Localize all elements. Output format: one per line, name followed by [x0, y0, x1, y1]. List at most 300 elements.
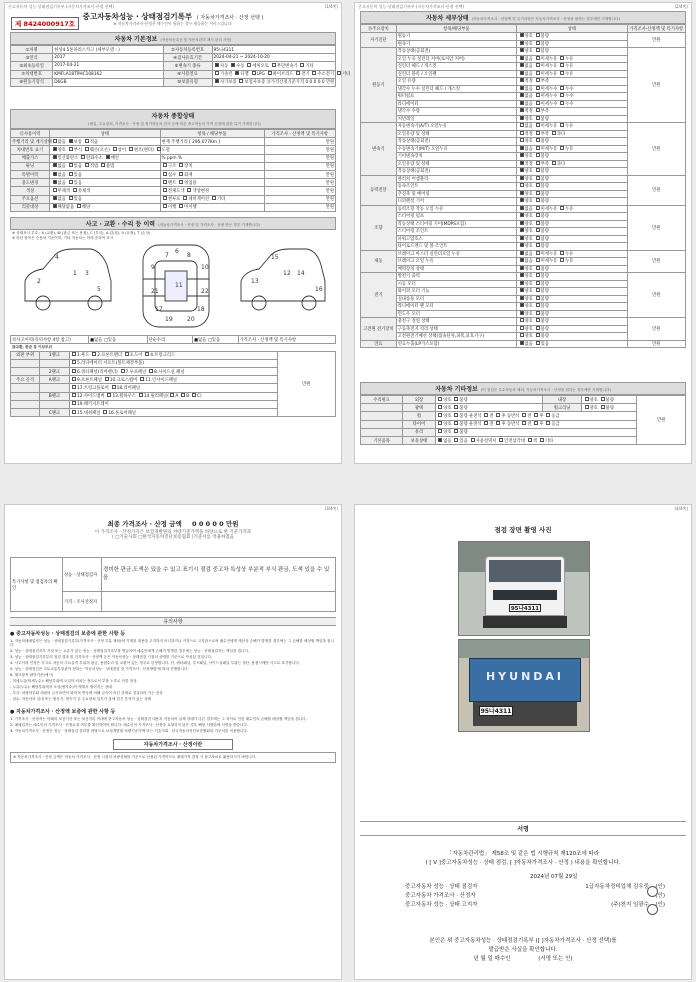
document-title-option: ( 자동차가격조사 · 산정 선택 ) [196, 15, 264, 21]
checkbox[interactable] [601, 405, 605, 409]
total-state-status: 없음 있음 [50, 195, 161, 203]
basic-info-row [11, 78, 336, 86]
checkbox-checked[interactable] [520, 198, 524, 202]
checkbox-checked[interactable] [106, 155, 110, 159]
checkbox[interactable] [72, 377, 76, 381]
checkbox-checked[interactable] [520, 288, 524, 292]
checkbox[interactable] [534, 421, 538, 425]
checkbox[interactable] [139, 393, 143, 397]
checkbox[interactable] [181, 393, 185, 397]
checkbox[interactable] [454, 421, 458, 425]
checkbox[interactable] [536, 41, 540, 45]
checkbox[interactable] [72, 385, 76, 389]
checkbox[interactable] [72, 410, 76, 414]
detail-state-table [360, 24, 686, 348]
total-state-detail [160, 146, 264, 154]
checkbox[interactable] [496, 413, 500, 417]
checkbox[interactable] [536, 266, 540, 270]
basic-info-value: 2024-04-21 ~ 2024-10-20 [212, 54, 336, 62]
basic-info-value: 자동 수동 세미오토 무단변속기 기타 [212, 62, 336, 70]
checkbox[interactable] [560, 101, 564, 105]
checkbox[interactable] [179, 180, 183, 184]
checkbox[interactable] [534, 413, 538, 417]
total-state-detail: 이행 미이행 [160, 203, 264, 211]
checkbox-checked[interactable] [520, 176, 524, 180]
checkbox[interactable] [560, 86, 564, 90]
checkbox[interactable] [438, 421, 442, 425]
checkbox[interactable] [312, 71, 316, 75]
other-info-group [361, 404, 403, 412]
checkbox[interactable] [536, 161, 540, 165]
outer-panel-parts: 1.후드 2.프론트펜더 3.도어 4.트렁크리드 [69, 351, 277, 359]
checkbox[interactable] [520, 318, 524, 322]
basic-info-label: ⑦차대번호 [11, 70, 53, 78]
checkbox[interactable] [215, 71, 219, 75]
outer-panel-parts: 19.패키지트레이 [69, 400, 277, 408]
checkbox[interactable] [585, 397, 589, 401]
total-state-row [11, 179, 336, 187]
checkbox[interactable] [484, 413, 488, 417]
checkbox[interactable] [300, 63, 304, 67]
checkbox[interactable] [522, 421, 526, 425]
checkbox[interactable] [536, 318, 540, 322]
caution-item: 6. 체크항목 판단기준(예시) [10, 673, 54, 678]
receipt-sign: (서명 또는 인) [538, 955, 573, 962]
checkbox[interactable] [163, 180, 167, 184]
checkbox[interactable] [496, 421, 500, 425]
checkbox[interactable] [107, 393, 111, 397]
diagram-part-label: 4 [55, 254, 59, 261]
checkbox[interactable] [252, 71, 256, 75]
special-notes-text: 경미한 판금,도색은 있을 수 있고 표기시 점검 중고차 특성상 부분적 부식 판금, 도색 있을 수 있음 [102, 558, 336, 592]
checkbox-checked[interactable] [520, 86, 524, 90]
other-info-status: 양호 불량 [582, 396, 637, 404]
checkbox[interactable] [601, 397, 605, 401]
checkbox[interactable] [212, 196, 216, 200]
checkbox[interactable] [163, 204, 167, 208]
checkbox-checked[interactable] [520, 78, 524, 82]
checkbox-checked[interactable] [520, 213, 524, 217]
checkbox[interactable] [536, 281, 540, 285]
checkbox[interactable] [536, 101, 540, 105]
checkbox[interactable] [536, 138, 540, 142]
outer-panel-group [11, 408, 40, 416]
detail-item: 작동상태(공회전) [396, 168, 516, 176]
checkbox[interactable] [72, 401, 76, 405]
checkbox[interactable] [536, 311, 540, 315]
checkbox[interactable] [192, 393, 196, 397]
checkbox-checked[interactable] [520, 48, 524, 52]
detail-status: 양호 불량 [517, 115, 628, 123]
checkbox[interactable] [520, 123, 524, 127]
checkbox-checked[interactable] [231, 63, 235, 67]
checkbox[interactable] [560, 56, 564, 60]
checkbox-checked[interactable] [53, 180, 57, 184]
checkbox-checked[interactable] [53, 196, 57, 200]
checkbox[interactable] [272, 63, 276, 67]
detail-status: 없음 미세누유 누유 [517, 123, 628, 131]
detail-price: 만원 [627, 205, 686, 250]
checkbox[interactable] [536, 63, 540, 67]
outer-panel-parts: 6.쿼터패널(리어펜더) 7.루프패널 8.사이드실 패널 [69, 368, 277, 376]
checkbox-checked[interactable] [520, 296, 524, 300]
checkbox[interactable] [536, 168, 540, 172]
checkbox-checked[interactable] [53, 204, 57, 208]
checkbox[interactable] [540, 438, 544, 442]
caution-item: 5. 성능 · 상태점검은 국토교통부장관이 정하는 '자동차성능 · 상태점검 및 가격조사 · 산정방법'에 따라 진행합니다. [10, 667, 189, 672]
checkbox[interactable] [179, 163, 183, 167]
detail-row [361, 340, 686, 348]
detail-item: 충전구 절연 상태 [396, 318, 516, 326]
checkbox[interactable] [520, 183, 524, 187]
checkbox[interactable] [484, 421, 488, 425]
detail-price: 만원 [627, 33, 686, 48]
checkbox[interactable] [536, 146, 540, 150]
checkbox-checked[interactable] [520, 101, 524, 105]
checkbox[interactable] [85, 139, 89, 143]
total-state-price: 만원 [264, 146, 336, 154]
detail-status: 적정 부족 [517, 108, 628, 116]
checkbox[interactable] [69, 147, 73, 151]
total-state-header: 가격조사 · 산정액 및 특기사항 [264, 130, 336, 138]
signer-name [515, 892, 649, 901]
checkbox[interactable] [92, 352, 96, 356]
checkbox[interactable] [536, 213, 540, 217]
checkbox[interactable] [536, 258, 540, 262]
diagram-part-label: 14 [297, 270, 305, 277]
checkbox[interactable] [129, 147, 133, 151]
checkbox[interactable] [585, 405, 589, 409]
checkbox[interactable] [140, 377, 144, 381]
detail-item: 커먼레일 [396, 115, 516, 123]
outer-panel-rank: 2랭크 [40, 368, 69, 376]
checkbox-checked[interactable] [69, 139, 73, 143]
total-state-header: ⑫사용이력 [11, 130, 50, 138]
detail-item: 등속조인트 [396, 183, 516, 191]
checkbox[interactable] [536, 131, 540, 135]
checkbox[interactable] [163, 188, 167, 192]
total-state-row [11, 138, 336, 146]
checkbox[interactable] [536, 273, 540, 277]
checkbox-checked[interactable] [520, 41, 524, 45]
checkbox[interactable] [179, 172, 183, 176]
checkbox[interactable] [454, 438, 458, 442]
checkbox[interactable] [72, 360, 76, 364]
detail-status: 없음 있음 [517, 340, 628, 348]
checkbox[interactable] [536, 86, 540, 90]
checkbox-checked[interactable] [520, 161, 524, 165]
checkbox-checked[interactable] [53, 172, 57, 176]
checkbox[interactable] [560, 93, 564, 97]
checkbox[interactable] [536, 78, 540, 82]
outer-panel-title: ⑭교환, 판금 등 이상부위 [12, 345, 52, 350]
special-notes-table [10, 557, 336, 612]
diagram-part-label: 6 [175, 248, 179, 255]
inspection-photo-front [458, 541, 590, 636]
checkbox[interactable] [77, 204, 81, 208]
checkbox-checked[interactable] [520, 251, 524, 255]
checkbox[interactable] [81, 155, 85, 159]
checkbox-checked[interactable] [520, 168, 524, 172]
total-state-price: 만원 [264, 195, 336, 203]
outer-panel-parts: 12.사이드멤버 13.휠하우스 14.필러패널( A B C) [69, 392, 277, 400]
detail-status: 양호 불량 [517, 303, 628, 311]
checkbox[interactable] [85, 163, 89, 167]
detail-item: 발전기 출력 [396, 273, 516, 281]
caution-title: ● 중고자동차성능 · 상태점검의 보증에 관한 사항 등 [10, 631, 126, 637]
checkbox[interactable] [560, 251, 564, 255]
checkbox[interactable] [520, 333, 524, 337]
checkbox[interactable] [560, 206, 564, 210]
checkbox[interactable] [536, 198, 540, 202]
checkbox[interactable] [163, 172, 167, 176]
checkbox[interactable] [536, 243, 540, 247]
checkbox[interactable] [69, 172, 73, 176]
checkbox[interactable] [536, 191, 540, 195]
checkbox[interactable] [73, 188, 77, 192]
checkbox[interactable] [546, 421, 550, 425]
checkbox[interactable] [179, 204, 183, 208]
checkbox[interactable] [125, 352, 129, 356]
checkbox[interactable] [536, 333, 540, 337]
checkbox-checked[interactable] [520, 206, 524, 210]
checkbox-checked[interactable] [53, 147, 57, 151]
checkbox-checked[interactable] [215, 63, 219, 67]
other-info-group: 수리필요 [361, 396, 403, 404]
checkbox[interactable] [72, 393, 76, 397]
checkbox[interactable] [112, 385, 116, 389]
diagram-part-label: 20 [187, 316, 195, 323]
checkbox-checked[interactable] [53, 163, 57, 167]
checkbox[interactable] [536, 123, 540, 127]
checkbox[interactable] [454, 397, 458, 401]
checkbox-checked[interactable] [215, 79, 219, 83]
checkbox[interactable] [522, 413, 526, 417]
detail-status: 양호 불량 [517, 273, 628, 281]
checkbox-checked[interactable] [520, 108, 524, 112]
checkbox[interactable] [536, 341, 540, 345]
caution-item: 4. 사고이력 인정은 사고로 자동차 주요골격 부위의 판금, 용접수리 및 교환이 있는 경우로 한정합니다. 단, 쿼터패널, 루프패널, 사이드실패널 부위는 절단, 용접시에만 사고로 표기합니다. [10, 661, 300, 666]
signer-row [405, 901, 665, 910]
page-number: (3/4쪽) [324, 506, 338, 511]
checkbox[interactable] [536, 56, 540, 60]
detail-price: 만원 [627, 250, 686, 273]
checkbox[interactable] [536, 221, 540, 225]
total-state-item: 차대번호 표기 [11, 146, 50, 154]
checkbox[interactable] [69, 180, 73, 184]
checkbox[interactable] [560, 71, 564, 75]
checkbox[interactable] [163, 196, 167, 200]
checkbox-checked[interactable] [438, 438, 442, 442]
detail-group-name: 전기 [361, 273, 397, 318]
checkbox[interactable] [536, 228, 540, 232]
checkbox[interactable] [499, 438, 503, 442]
checkbox-checked[interactable] [53, 155, 57, 159]
diagram-part-label: 5 [97, 286, 101, 293]
signer-seal: (인) [655, 902, 665, 908]
checkbox[interactable] [105, 377, 109, 381]
checkbox[interactable] [536, 326, 540, 330]
outer-panel-price: 만원 [277, 351, 336, 417]
checkbox[interactable] [520, 131, 524, 135]
checkbox[interactable] [239, 79, 243, 83]
checkbox[interactable] [157, 147, 161, 151]
detail-item: 스티어링 조인트 [396, 228, 516, 236]
checkbox[interactable] [536, 71, 540, 75]
title-note: ※ 자동차가격조사·산정은 매수인이 원하는 경우 제공하는 서비스입니다. [113, 21, 233, 26]
detail-item: 자동변속기(A/T) 오일누유 [396, 123, 516, 131]
checkbox[interactable] [536, 93, 540, 97]
checkbox[interactable] [528, 438, 532, 442]
checkbox[interactable] [268, 71, 272, 75]
checkbox-checked[interactable] [520, 281, 524, 285]
valuation-item: 2. 매매업자는 매수인의 가격조사 · 산정요청 여부를 확인하여야 합니다. 매수인이 가격조사 · 산정을 요청하지 않은 경우 해당 서명란에 서명을 받습니다. [10, 722, 248, 727]
caution-item: - 침수: 자동차의 실내 또는 원동기, 변속기 등 주요장치 일부가 물에 잠긴 흔적이 있는 상태 [10, 697, 152, 702]
document-number: 제 8424000917호 [11, 17, 79, 30]
checkbox-checked[interactable] [520, 258, 524, 262]
checkbox[interactable] [183, 196, 187, 200]
checkbox[interactable] [536, 33, 540, 37]
checkbox[interactable] [536, 288, 540, 292]
checkbox-checked[interactable] [520, 273, 524, 277]
checkbox[interactable] [536, 108, 540, 112]
checkbox[interactable] [69, 163, 73, 167]
checkbox[interactable] [536, 206, 540, 210]
checkbox[interactable] [438, 429, 442, 433]
checkbox[interactable] [454, 405, 458, 409]
checkbox-checked[interactable] [520, 33, 524, 37]
basic-info-value: D6GB [53, 78, 164, 86]
checkbox-checked[interactable] [520, 146, 524, 150]
basic-info-label: ⑧사용연료 [163, 70, 212, 78]
checkbox[interactable] [438, 413, 442, 417]
checkbox[interactable] [536, 48, 540, 52]
checkbox[interactable] [536, 176, 540, 180]
checkbox[interactable] [69, 196, 73, 200]
checkbox[interactable] [163, 163, 167, 167]
checkbox-checked[interactable] [520, 228, 524, 232]
checkbox[interactable] [85, 147, 89, 151]
checkbox[interactable] [149, 369, 153, 373]
checkbox[interactable] [53, 188, 57, 192]
checkbox[interactable] [170, 393, 174, 397]
checkbox[interactable] [187, 188, 191, 192]
checkbox-checked[interactable] [520, 266, 524, 270]
checkbox-checked[interactable] [520, 303, 524, 307]
total-state-row [11, 195, 336, 203]
detail-status: 양호 불량 [517, 295, 628, 303]
checkbox-checked[interactable] [520, 153, 524, 157]
detail-status: 양호 불량 [517, 235, 628, 243]
other-info-group [361, 420, 403, 428]
total-state-row [11, 146, 336, 154]
checkbox[interactable] [101, 163, 105, 167]
checkbox[interactable] [536, 153, 540, 157]
total-state-row [11, 162, 336, 170]
checkbox-checked[interactable] [520, 341, 524, 345]
checkbox-checked[interactable] [520, 71, 524, 75]
detail-item: 오일 유량 [396, 78, 516, 86]
checkbox-checked[interactable] [520, 236, 524, 240]
checkbox[interactable] [72, 369, 76, 373]
checkbox-checked[interactable] [520, 311, 524, 315]
detail-group-name: 고전원 전기장치 [361, 318, 397, 341]
detail-row [361, 48, 686, 56]
checkbox[interactable] [546, 413, 550, 417]
checkbox-checked[interactable] [520, 56, 524, 60]
car-damage-diagram [15, 241, 333, 331]
detail-item: 변속기 [396, 40, 516, 48]
checkbox[interactable] [247, 63, 251, 67]
detail-item: 실린더 블록 / 오일팬 [396, 70, 516, 78]
checkbox[interactable] [560, 123, 564, 127]
checkbox[interactable] [560, 146, 564, 150]
checkbox[interactable] [552, 131, 556, 135]
total-state-detail: % ppm % [160, 154, 264, 162]
diagram-part-label: 7 [165, 252, 169, 259]
checkbox[interactable] [536, 251, 540, 255]
checkbox[interactable] [536, 183, 540, 187]
checkbox[interactable] [438, 405, 442, 409]
signer-row [405, 892, 665, 901]
checkbox[interactable] [471, 438, 475, 442]
checkbox-checked[interactable] [520, 221, 524, 225]
simple-repair-label: 단순수리 [147, 336, 193, 344]
signature-text-1: 「자동차관리법」 제58조 및 같은 법 시행규칙 제120조에 따라 [446, 851, 600, 857]
checkbox[interactable] [536, 303, 540, 307]
checkbox-checked[interactable] [520, 93, 524, 97]
detail-item: 라디에이터 팬 모터 [396, 303, 516, 311]
accident-summary-table [10, 335, 336, 344]
checkbox[interactable] [536, 236, 540, 240]
signer-name: 1급자동차정비업체 김우중 [585, 884, 649, 890]
checkbox[interactable] [53, 139, 57, 143]
outer-panel-group [11, 359, 40, 367]
checkbox-checked[interactable] [520, 191, 524, 195]
checkbox-checked[interactable] [235, 71, 239, 75]
checkbox[interactable] [536, 116, 540, 120]
basic-info-label: ①차명 [11, 46, 53, 54]
checkbox[interactable] [560, 258, 564, 262]
checkbox-checked[interactable] [520, 243, 524, 247]
checkbox[interactable] [520, 138, 524, 142]
checkbox-checked[interactable] [520, 116, 524, 120]
checkbox[interactable] [560, 63, 564, 67]
valuation-title: ● 자동차가격조사 · 산정액 보증에 관한 사항 등 [10, 708, 116, 715]
checkbox[interactable] [145, 352, 149, 356]
other-info-price: 만원 [637, 396, 686, 445]
checkbox[interactable] [454, 429, 458, 433]
checkbox-checked[interactable] [520, 63, 524, 67]
other-info-row [361, 396, 686, 404]
stamp-icon [647, 904, 658, 915]
checkbox[interactable] [121, 369, 125, 373]
detail-item: 배력장치 상태 [396, 265, 516, 273]
checkbox[interactable] [296, 71, 300, 75]
checkbox[interactable] [113, 147, 117, 151]
checkbox[interactable] [536, 296, 540, 300]
checkbox[interactable] [337, 71, 341, 75]
checkbox[interactable] [520, 326, 524, 330]
checkbox[interactable] [438, 397, 442, 401]
basic-info-row [11, 46, 336, 54]
detail-section-title: 자동차 세부상태 (자동차가격조사 · 산정액 및 특기사항은 자동차가격조사 · 산정을 원하는 경우에만 기재합니다) [360, 11, 686, 24]
total-state-item: 리콜대상 [11, 203, 50, 211]
checkbox[interactable] [454, 413, 458, 417]
checkbox[interactable] [72, 352, 76, 356]
checkbox[interactable] [552, 161, 556, 165]
checkbox[interactable] [103, 410, 107, 414]
